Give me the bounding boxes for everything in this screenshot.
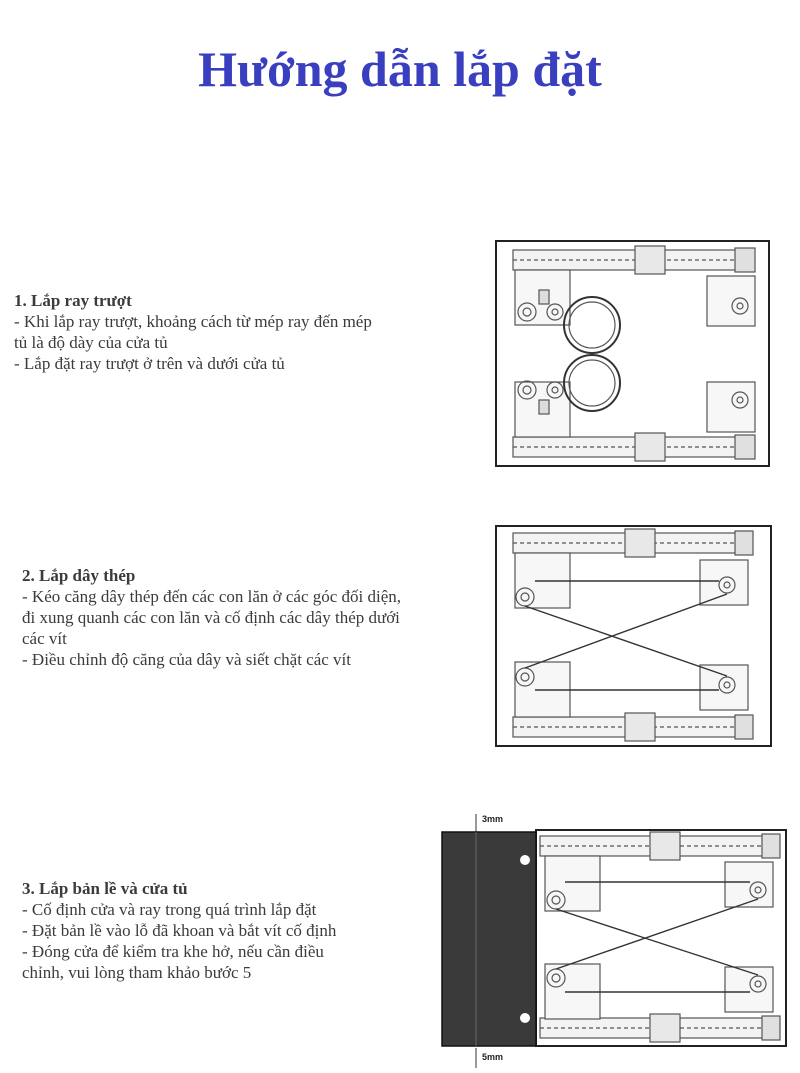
step-1-text — [14, 290, 484, 374]
step-2-line-3: các vít — [22, 629, 67, 648]
step-3-line-4: chỉnh, vui lòng tham khảo bước 5 — [22, 963, 252, 982]
diagram-steel-cables — [495, 525, 772, 747]
dimension-top-label: 3mm — [482, 814, 504, 824]
step-2-line-2: đi xung quanh các con lăn và cố định các dây thép dưới — [22, 608, 400, 627]
cabinet-door — [442, 832, 536, 1046]
step-1-line-1: - Khi lắp ray trượt, khoảng cách từ mép ray đến mép — [14, 312, 372, 331]
diagram-hinge-door — [440, 812, 790, 1070]
step-1-line-3: - Lắp đặt ray trượt ở trên và dưới cửa tủ — [14, 354, 285, 373]
diagram-slide-rails — [495, 240, 770, 467]
step-2-text — [22, 565, 492, 670]
page-title: Hướng dẫn lắp đặt — [198, 41, 602, 97]
step-3-line-3: - Đóng cửa để kiểm tra khe hở, nếu cần điều — [22, 942, 324, 961]
step-3-heading: 3. Lắp bản lề và cửa tủ — [22, 879, 188, 898]
step-3-text — [22, 878, 442, 983]
step-2-line-4: - Điều chỉnh độ căng của dây và siết chặt các vít — [22, 650, 352, 669]
step-3-line-1: - Cố định cửa và ray trong quá trình lắp đặt — [22, 900, 317, 919]
step-2-heading: 2. Lắp dây thép — [22, 566, 136, 585]
step-2-line-1: - Kéo căng dây thép đến các con lăn ở các góc đối diện, — [22, 587, 402, 606]
step-1-line-2: tủ là độ dày của cửa tủ — [14, 333, 168, 352]
step-3-line-2: - Đặt bản lề vào lỗ đã khoan và bắt vít cố định — [22, 921, 337, 940]
dimension-bottom-label: 5mm — [482, 1052, 504, 1062]
step-1-heading: 1. Lắp ray trượt — [14, 291, 132, 310]
